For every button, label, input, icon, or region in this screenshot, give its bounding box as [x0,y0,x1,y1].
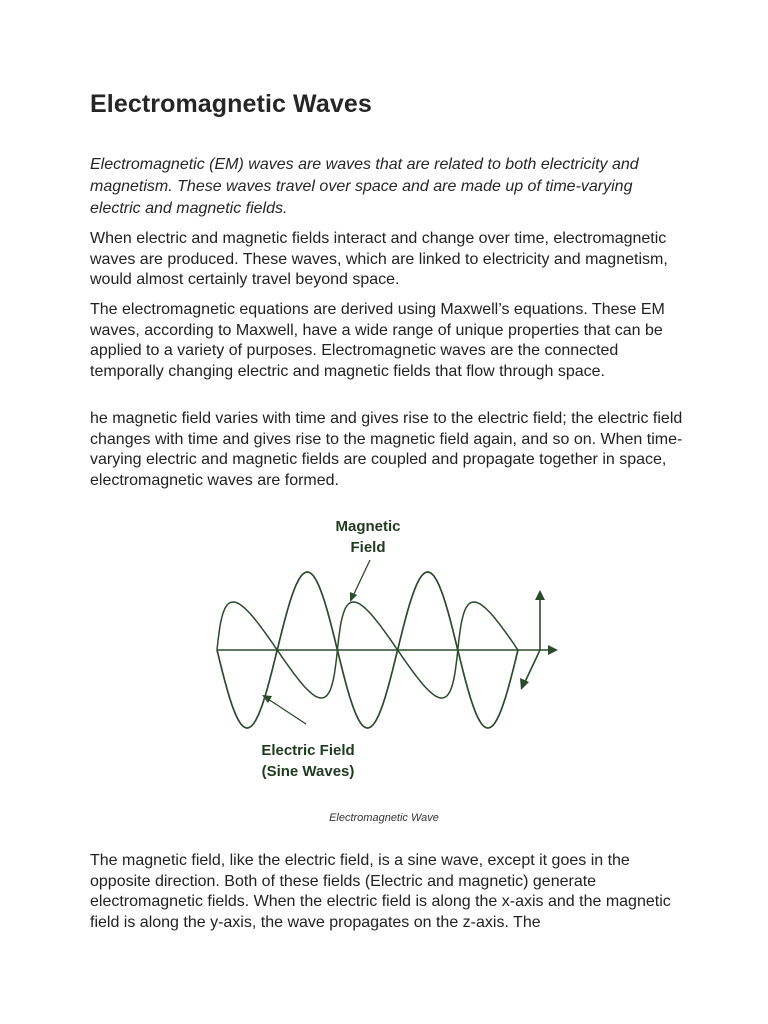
body-paragraph-1: When electric and magnetic fields interact and change over time, electromagnetic waves are produced. These waves, which are linked to electricity and magnetism, would almost certainly travel beyond space. [90,230,668,288]
body-paragraph-4: The magnetic field, like the electric field, is a sine wave, except it goes in the opposite direction. Both of these fields (Electric and magnetic) generate electromagnetic fields. When the electric field is along the x-axis and the magnetic field is along the y-axis, the wave propagates on the z-axis. The [90,852,671,931]
electric-pointer-arrow [268,699,306,724]
magnetic-label-line-1: Magnetic [335,518,401,535]
figure-caption: Electromagnetic Wave [329,812,439,824]
propagation-axis-arrowhead [548,645,558,655]
magnetic-pointer-arrow [353,560,370,596]
electric-label-line-2: (Sine Waves) [261,763,355,780]
magnetic-label-line-2: Field [350,539,386,556]
electric-label-line-1: Electric Field [261,742,355,759]
depth-axis [524,650,540,684]
electric-field-label [238,740,378,782]
body-paragraph-2: The electromagnetic equations are derived using Maxwell’s equations. These EM waves, according to Maxwell, have a wide range of unique properties that can be applied to a variety of purposes. Electromagnetic waves are the connected temporally changing electric and magnetic fields that flow through space. [90,301,665,380]
body-paragraph-3: he magnetic field varies with time and gives rise to the electric field; the electric field changes with time and gives rise to the magnetic field again, and so on. When time-varying electric and magnetic fields are coupled and propagate together in space, electromagnetic waves are formed. [90,410,683,489]
depth-axis-arrowhead [520,678,529,690]
vertical-axis-arrowhead [535,590,545,600]
article-title: Electromagnetic Waves [90,90,372,118]
magnetic-field-label [318,516,418,558]
intro-paragraph: Electromagnetic (EM) waves are waves that are related to both electricity and magnetism. These waves travel over space and are made up of time-varying electric and magnetic fields. [90,156,639,217]
magnetic-pointer-arrowhead [350,592,357,602]
